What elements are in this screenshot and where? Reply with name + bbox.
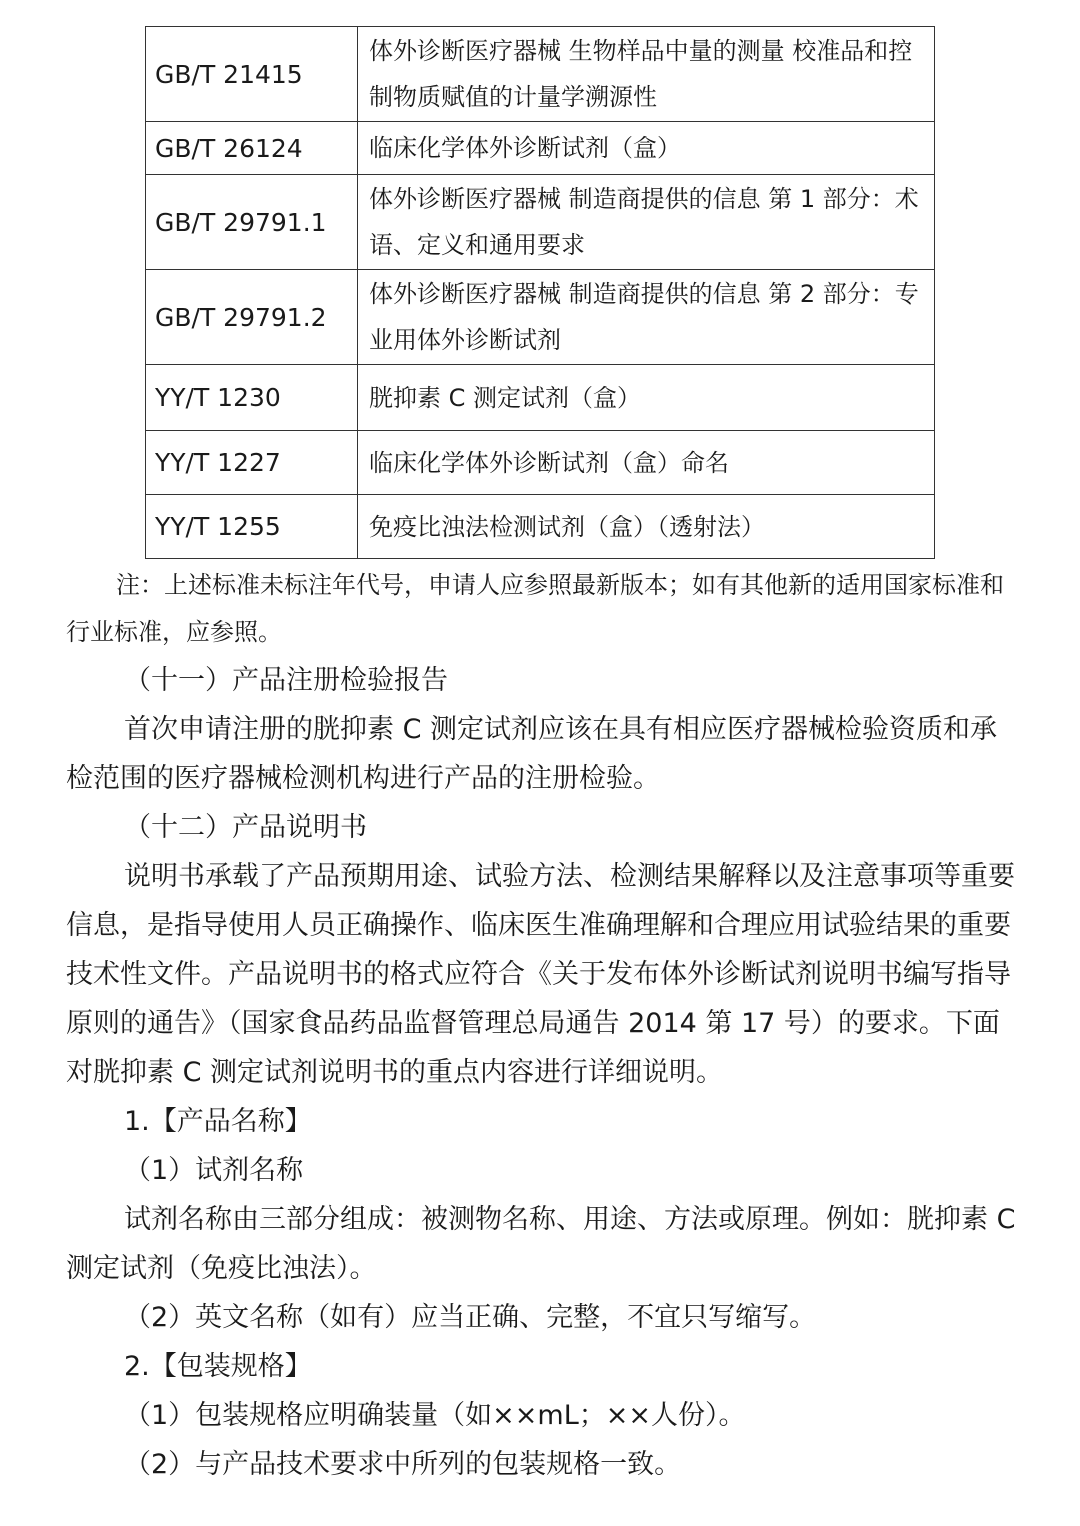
standard-code: GB/T 21415 xyxy=(146,27,358,122)
standard-title: 临床化学体外诊断试剂（盒）命名 xyxy=(358,431,935,495)
section-11-heading: （十一）产品注册检验报告 xyxy=(124,665,448,696)
table-row xyxy=(146,495,935,559)
table-row xyxy=(146,175,935,270)
table-row xyxy=(146,365,935,431)
standard-title: 免疫比浊法检测试剂（盒）（透射法） xyxy=(358,495,935,559)
document-body xyxy=(66,562,1018,1489)
section-11-text: 首次申请注册的胱抑素 C 测定试剂应该在具有相应医疗器械检验资质和承检范围的医疗器械检测机构进行产品的注册检验。 xyxy=(66,714,998,794)
section-12-text: 说明书承载了产品预期用途、试验方法、检测结果解释以及注意事项等重要信息，是指导使用人员正确操作、临床医生准确理解和合理应用试验结果的重要技术性文件。产品说明书的格式应符合《关于发布体外诊断试剂说明书编写指导原则的通告》（国家食品药品监督管理总局通告 2014 第 17 号）的要求。下面对胱抑素 C 测定试剂说明书的重点内容进行详细说明。 xyxy=(66,861,1015,1088)
table-row xyxy=(146,122,935,175)
table-row xyxy=(146,27,935,122)
standard-title: 体外诊断医疗器械 生物样品中量的测量 校准品和控制物质赋值的计量学溯源性 xyxy=(358,27,935,122)
standard-title: 体外诊断医疗器械 制造商提供的信息 第 1 部分：术语、定义和通用要求 xyxy=(358,175,935,270)
standard-code: GB/T 29791.1 xyxy=(146,175,358,270)
item-2-1-text: （1）包装规格应明确装量（如××mL；××人份）。 xyxy=(124,1400,746,1431)
standard-title: 胱抑素 C 测定试剂（盒） xyxy=(358,365,935,431)
table-row xyxy=(146,270,935,365)
section-12-heading: （十二）产品说明书 xyxy=(124,812,367,843)
item-1-2-text: （2）英文名称（如有）应当正确、完整，不宜只写缩写。 xyxy=(124,1302,817,1333)
standard-title: 临床化学体外诊断试剂（盒） xyxy=(358,122,935,175)
standard-code: GB/T 29791.2 xyxy=(146,270,358,365)
item-1-heading: 1.【产品名称】 xyxy=(124,1106,312,1137)
standard-title: 体外诊断医疗器械 制造商提供的信息 第 2 部分：专业用体外诊断试剂 xyxy=(358,270,935,365)
standards-table xyxy=(145,26,935,559)
table-row xyxy=(146,431,935,495)
standard-code: GB/T 26124 xyxy=(146,122,358,175)
standard-code: YY/T 1227 xyxy=(146,431,358,495)
standard-code: YY/T 1230 xyxy=(146,365,358,431)
item-2-heading: 2.【包装规格】 xyxy=(124,1351,312,1382)
item-1-1-heading: （1）试剂名称 xyxy=(124,1155,304,1186)
table-note: 注：上述标准未标注年代号，申请人应参照最新版本；如有其他新的适用国家标准和行业标准，应参照。 xyxy=(66,571,1004,646)
standard-code: YY/T 1255 xyxy=(146,495,358,559)
item-2-2-text: （2）与产品技术要求中所列的包装规格一致。 xyxy=(124,1449,682,1480)
item-1-1-text: 试剂名称由三部分组成：被测物名称、用途、方法或原理。例如：胱抑素 C 测定试剂（免疫比浊法）。 xyxy=(66,1204,1016,1284)
